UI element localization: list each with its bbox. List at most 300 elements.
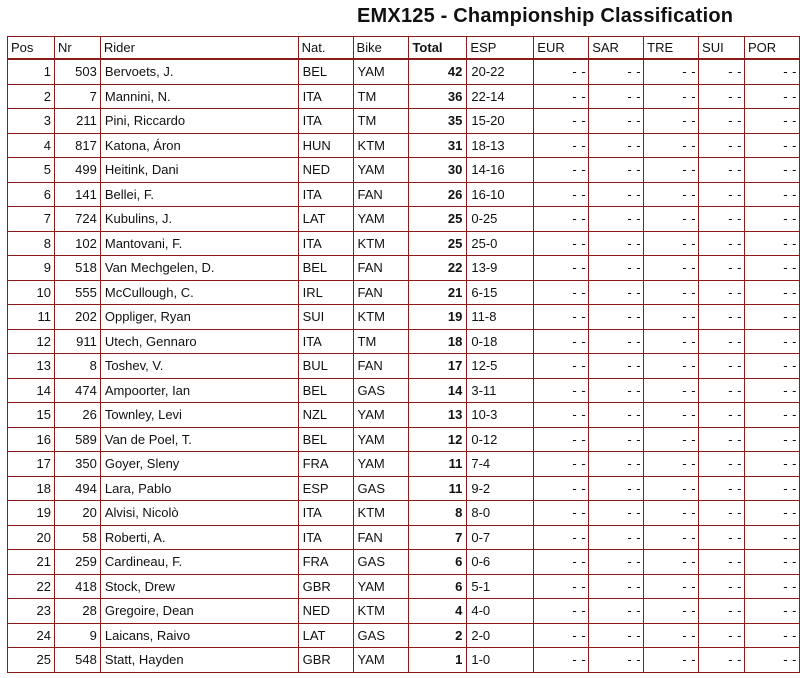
table-row: [8, 476, 800, 501]
cell-rider: Pini, Riccardo: [100, 109, 298, 134]
cell-pos: 22: [8, 574, 55, 599]
cell-round-empty: - -: [534, 427, 589, 452]
cell-round-empty: - -: [744, 207, 799, 232]
cell-round-empty: - -: [644, 59, 699, 84]
cell-round-empty: - -: [534, 501, 589, 526]
cell-nat: ITA: [298, 329, 353, 354]
cell-round-empty: - -: [699, 452, 745, 477]
cell-round-empty: - -: [644, 329, 699, 354]
cell-round-empty: - -: [699, 378, 745, 403]
cell-bike: GAS: [353, 623, 409, 648]
cell-pos: 9: [8, 256, 55, 281]
cell-bike: FAN: [353, 525, 409, 550]
cell-round-empty: - -: [644, 84, 699, 109]
cell-round-empty: - -: [644, 648, 699, 673]
cell-nr: 9: [54, 623, 100, 648]
cell-pos: 23: [8, 599, 55, 624]
cell-total: 11: [409, 476, 467, 501]
cell-round-empty: - -: [644, 525, 699, 550]
cell-round-empty: - -: [744, 599, 799, 624]
table-row: [8, 427, 800, 452]
cell-round-empty: - -: [644, 133, 699, 158]
cell-rider: Ampoorter, Ian: [100, 378, 298, 403]
cell-round-empty: - -: [589, 59, 644, 84]
table-row: [8, 305, 800, 330]
cell-pos: 17: [8, 452, 55, 477]
cell-total: 11: [409, 452, 467, 477]
table-row: [8, 231, 800, 256]
cell-round-empty: - -: [534, 476, 589, 501]
cell-pos: 21: [8, 550, 55, 575]
cell-bike: KTM: [353, 305, 409, 330]
col-header-round: ESP: [467, 37, 534, 60]
cell-round-empty: - -: [744, 550, 799, 575]
col-header-round: TRE: [644, 37, 699, 60]
col-header-round: EUR: [534, 37, 589, 60]
cell-rider: Kubulins, J.: [100, 207, 298, 232]
cell-round-empty: - -: [744, 403, 799, 428]
cell-nr: 26: [54, 403, 100, 428]
cell-round-empty: - -: [699, 280, 745, 305]
cell-nat: NZL: [298, 403, 353, 428]
cell-nat: ITA: [298, 182, 353, 207]
cell-esp: 1-0: [467, 648, 534, 673]
cell-esp: 0-25: [467, 207, 534, 232]
cell-round-empty: - -: [589, 525, 644, 550]
cell-nr: 724: [54, 207, 100, 232]
cell-total: 30: [409, 158, 467, 183]
cell-nat: FRA: [298, 452, 353, 477]
cell-esp: 15-20: [467, 109, 534, 134]
table-row: [8, 109, 800, 134]
cell-rider: Van de Poel, T.: [100, 427, 298, 452]
cell-round-empty: - -: [699, 648, 745, 673]
cell-pos: 12: [8, 329, 55, 354]
cell-bike: GAS: [353, 378, 409, 403]
cell-rider: Cardineau, F.: [100, 550, 298, 575]
cell-esp: 12-5: [467, 354, 534, 379]
cell-bike: TM: [353, 329, 409, 354]
table-row: [8, 623, 800, 648]
cell-round-empty: - -: [699, 182, 745, 207]
table-row: [8, 354, 800, 379]
classification-table: [7, 36, 800, 673]
cell-round-empty: - -: [744, 256, 799, 281]
table-row: [8, 59, 800, 84]
cell-round-empty: - -: [644, 550, 699, 575]
cell-round-empty: - -: [589, 623, 644, 648]
cell-round-empty: - -: [699, 550, 745, 575]
cell-round-empty: - -: [644, 280, 699, 305]
cell-round-empty: - -: [644, 574, 699, 599]
cell-pos: 16: [8, 427, 55, 452]
cell-round-empty: - -: [699, 109, 745, 134]
cell-round-empty: - -: [589, 378, 644, 403]
cell-esp: 0-6: [467, 550, 534, 575]
cell-nat: BUL: [298, 354, 353, 379]
table-row: [8, 329, 800, 354]
cell-round-empty: - -: [589, 354, 644, 379]
cell-nr: 518: [54, 256, 100, 281]
cell-round-empty: - -: [589, 476, 644, 501]
cell-nr: 7: [54, 84, 100, 109]
cell-round-empty: - -: [644, 476, 699, 501]
cell-esp: 5-1: [467, 574, 534, 599]
cell-round-empty: - -: [589, 305, 644, 330]
cell-round-empty: - -: [744, 476, 799, 501]
table-row: [8, 403, 800, 428]
cell-nr: 418: [54, 574, 100, 599]
cell-rider: Mannini, N.: [100, 84, 298, 109]
cell-bike: YAM: [353, 452, 409, 477]
cell-round-empty: - -: [534, 231, 589, 256]
cell-nr: 499: [54, 158, 100, 183]
cell-round-empty: - -: [699, 59, 745, 84]
cell-esp: 25-0: [467, 231, 534, 256]
cell-round-empty: - -: [699, 158, 745, 183]
cell-round-empty: - -: [534, 158, 589, 183]
cell-total: 35: [409, 109, 467, 134]
cell-nat: IRL: [298, 280, 353, 305]
cell-rider: Goyer, Sleny: [100, 452, 298, 477]
table-row: [8, 84, 800, 109]
cell-round-empty: - -: [534, 182, 589, 207]
cell-pos: 24: [8, 623, 55, 648]
cell-round-empty: - -: [744, 280, 799, 305]
cell-bike: YAM: [353, 403, 409, 428]
cell-round-empty: - -: [534, 305, 589, 330]
cell-pos: 19: [8, 501, 55, 526]
cell-round-empty: - -: [744, 452, 799, 477]
cell-round-empty: - -: [534, 329, 589, 354]
cell-round-empty: - -: [699, 623, 745, 648]
cell-rider: Roberti, A.: [100, 525, 298, 550]
cell-nr: 20: [54, 501, 100, 526]
page-title: EMX125 - Championship Classification: [357, 5, 734, 27]
cell-round-empty: - -: [744, 109, 799, 134]
cell-round-empty: - -: [534, 452, 589, 477]
cell-bike: GAS: [353, 550, 409, 575]
cell-total: 14: [409, 378, 467, 403]
cell-round-empty: - -: [589, 550, 644, 575]
table-row: [8, 550, 800, 575]
cell-esp: 14-16: [467, 158, 534, 183]
cell-total: 13: [409, 403, 467, 428]
cell-round-empty: - -: [534, 403, 589, 428]
table-row: [8, 501, 800, 526]
cell-pos: 10: [8, 280, 55, 305]
cell-nr: 494: [54, 476, 100, 501]
cell-nat: ITA: [298, 84, 353, 109]
cell-esp: 18-13: [467, 133, 534, 158]
cell-nat: GBR: [298, 574, 353, 599]
cell-rider: Bellei, F.: [100, 182, 298, 207]
cell-round-empty: - -: [644, 109, 699, 134]
cell-nr: 102: [54, 231, 100, 256]
cell-pos: 14: [8, 378, 55, 403]
cell-round-empty: - -: [699, 599, 745, 624]
table-row: [8, 207, 800, 232]
cell-nat: NED: [298, 158, 353, 183]
cell-nat: SUI: [298, 305, 353, 330]
cell-total: 25: [409, 231, 467, 256]
cell-nat: ITA: [298, 501, 353, 526]
col-header-total: Total: [409, 37, 467, 60]
cell-bike: YAM: [353, 427, 409, 452]
cell-rider: Katona, Áron: [100, 133, 298, 158]
cell-total: 42: [409, 59, 467, 84]
cell-nat: LAT: [298, 623, 353, 648]
cell-pos: 2: [8, 84, 55, 109]
cell-round-empty: - -: [644, 427, 699, 452]
cell-bike: GAS: [353, 476, 409, 501]
cell-bike: YAM: [353, 158, 409, 183]
cell-esp: 6-15: [467, 280, 534, 305]
cell-round-empty: - -: [699, 501, 745, 526]
cell-rider: Statt, Hayden: [100, 648, 298, 673]
cell-pos: 13: [8, 354, 55, 379]
cell-esp: 22-14: [467, 84, 534, 109]
cell-nat: ESP: [298, 476, 353, 501]
cell-nat: LAT: [298, 207, 353, 232]
cell-rider: Laicans, Raivo: [100, 623, 298, 648]
cell-round-empty: - -: [589, 182, 644, 207]
cell-rider: Mantovani, F.: [100, 231, 298, 256]
cell-nr: 350: [54, 452, 100, 477]
cell-total: 21: [409, 280, 467, 305]
cell-total: 1: [409, 648, 467, 673]
cell-round-empty: - -: [644, 231, 699, 256]
cell-nr: 474: [54, 378, 100, 403]
cell-nat: GBR: [298, 648, 353, 673]
cell-round-empty: - -: [644, 599, 699, 624]
cell-rider: Townley, Levi: [100, 403, 298, 428]
col-header-round: SAR: [589, 37, 644, 60]
cell-round-empty: - -: [744, 623, 799, 648]
cell-esp: 9-2: [467, 476, 534, 501]
cell-round-empty: - -: [589, 329, 644, 354]
cell-round-empty: - -: [589, 599, 644, 624]
cell-round-empty: - -: [699, 133, 745, 158]
cell-round-empty: - -: [699, 84, 745, 109]
cell-pos: 25: [8, 648, 55, 673]
cell-pos: 6: [8, 182, 55, 207]
cell-total: 19: [409, 305, 467, 330]
cell-round-empty: - -: [589, 403, 644, 428]
cell-esp: 20-22: [467, 59, 534, 84]
cell-round-empty: - -: [534, 623, 589, 648]
cell-round-empty: - -: [644, 378, 699, 403]
cell-round-empty: - -: [589, 501, 644, 526]
cell-nat: ITA: [298, 231, 353, 256]
cell-round-empty: - -: [744, 329, 799, 354]
cell-bike: FAN: [353, 182, 409, 207]
cell-nat: ITA: [298, 525, 353, 550]
cell-nr: 548: [54, 648, 100, 673]
cell-round-empty: - -: [589, 280, 644, 305]
cell-nat: BEL: [298, 59, 353, 84]
cell-round-empty: - -: [589, 109, 644, 134]
cell-pos: 11: [8, 305, 55, 330]
cell-round-empty: - -: [534, 599, 589, 624]
cell-round-empty: - -: [534, 354, 589, 379]
cell-bike: FAN: [353, 354, 409, 379]
cell-esp: 8-0: [467, 501, 534, 526]
cell-rider: Utech, Gennaro: [100, 329, 298, 354]
table-row: [8, 574, 800, 599]
col-header-round: SUI: [699, 37, 745, 60]
cell-bike: YAM: [353, 648, 409, 673]
cell-round-empty: - -: [744, 525, 799, 550]
table-row: [8, 452, 800, 477]
col-header-pos: Pos: [8, 37, 55, 60]
cell-esp: 16-10: [467, 182, 534, 207]
cell-total: 36: [409, 84, 467, 109]
cell-bike: FAN: [353, 256, 409, 281]
cell-nat: FRA: [298, 550, 353, 575]
cell-round-empty: - -: [744, 648, 799, 673]
table-row: [8, 133, 800, 158]
cell-round-empty: - -: [699, 305, 745, 330]
cell-round-empty: - -: [699, 427, 745, 452]
cell-round-empty: - -: [744, 59, 799, 84]
cell-nr: 8: [54, 354, 100, 379]
cell-nr: 503: [54, 59, 100, 84]
cell-total: 25: [409, 207, 467, 232]
cell-round-empty: - -: [589, 231, 644, 256]
col-header-rider: Rider: [100, 37, 298, 60]
cell-total: 22: [409, 256, 467, 281]
cell-round-empty: - -: [534, 207, 589, 232]
cell-esp: 10-3: [467, 403, 534, 428]
cell-round-empty: - -: [699, 476, 745, 501]
cell-nr: 817: [54, 133, 100, 158]
cell-rider: McCullough, C.: [100, 280, 298, 305]
cell-round-empty: - -: [644, 158, 699, 183]
cell-round-empty: - -: [534, 109, 589, 134]
cell-rider: Van Mechgelen, D.: [100, 256, 298, 281]
cell-bike: TM: [353, 109, 409, 134]
cell-nat: NED: [298, 599, 353, 624]
cell-nr: 555: [54, 280, 100, 305]
cell-round-empty: - -: [699, 256, 745, 281]
cell-round-empty: - -: [534, 256, 589, 281]
cell-bike: TM: [353, 84, 409, 109]
cell-pos: 18: [8, 476, 55, 501]
cell-rider: Alvisi, Nicolò: [100, 501, 298, 526]
cell-nr: 202: [54, 305, 100, 330]
cell-rider: Lara, Pablo: [100, 476, 298, 501]
cell-total: 6: [409, 550, 467, 575]
cell-total: 4: [409, 599, 467, 624]
cell-round-empty: - -: [644, 452, 699, 477]
col-header-nr: Nr: [54, 37, 100, 60]
cell-round-empty: - -: [534, 378, 589, 403]
table-row: [8, 378, 800, 403]
cell-rider: Heitink, Dani: [100, 158, 298, 183]
cell-round-empty: - -: [744, 305, 799, 330]
table-row: [8, 256, 800, 281]
table-row: [8, 182, 800, 207]
cell-round-empty: - -: [534, 525, 589, 550]
cell-nr: 28: [54, 599, 100, 624]
cell-esp: 0-12: [467, 427, 534, 452]
cell-nr: 58: [54, 525, 100, 550]
cell-total: 7: [409, 525, 467, 550]
cell-nr: 141: [54, 182, 100, 207]
cell-round-empty: - -: [589, 427, 644, 452]
cell-round-empty: - -: [534, 550, 589, 575]
cell-esp: 4-0: [467, 599, 534, 624]
cell-nr: 259: [54, 550, 100, 575]
cell-round-empty: - -: [744, 501, 799, 526]
cell-round-empty: - -: [534, 574, 589, 599]
table-row: [8, 525, 800, 550]
cell-total: 26: [409, 182, 467, 207]
col-header-nat: Nat.: [298, 37, 353, 60]
cell-nr: 589: [54, 427, 100, 452]
cell-round-empty: - -: [589, 648, 644, 673]
cell-pos: 3: [8, 109, 55, 134]
cell-pos: 5: [8, 158, 55, 183]
cell-round-empty: - -: [589, 84, 644, 109]
cell-bike: YAM: [353, 574, 409, 599]
cell-total: 18: [409, 329, 467, 354]
cell-rider: Toshev, V.: [100, 354, 298, 379]
table-row: [8, 158, 800, 183]
cell-pos: 7: [8, 207, 55, 232]
cell-round-empty: - -: [589, 256, 644, 281]
cell-bike: KTM: [353, 231, 409, 256]
cell-round-empty: - -: [644, 256, 699, 281]
cell-round-empty: - -: [644, 182, 699, 207]
cell-bike: KTM: [353, 501, 409, 526]
cell-round-empty: - -: [644, 501, 699, 526]
cell-round-empty: - -: [744, 231, 799, 256]
cell-total: 6: [409, 574, 467, 599]
cell-round-empty: - -: [699, 329, 745, 354]
cell-round-empty: - -: [534, 59, 589, 84]
cell-round-empty: - -: [699, 403, 745, 428]
cell-round-empty: - -: [744, 354, 799, 379]
cell-round-empty: - -: [644, 354, 699, 379]
cell-nat: HUN: [298, 133, 353, 158]
cell-round-empty: - -: [644, 207, 699, 232]
cell-round-empty: - -: [534, 648, 589, 673]
cell-pos: 8: [8, 231, 55, 256]
cell-round-empty: - -: [589, 574, 644, 599]
cell-round-empty: - -: [644, 623, 699, 648]
cell-round-empty: - -: [699, 231, 745, 256]
col-header-bike: Bike: [353, 37, 409, 60]
cell-nat: ITA: [298, 109, 353, 134]
cell-nat: BEL: [298, 256, 353, 281]
cell-rider: Oppliger, Ryan: [100, 305, 298, 330]
cell-round-empty: - -: [699, 574, 745, 599]
cell-esp: 3-11: [467, 378, 534, 403]
cell-pos: 20: [8, 525, 55, 550]
cell-total: 31: [409, 133, 467, 158]
cell-round-empty: - -: [699, 525, 745, 550]
table-row: [8, 280, 800, 305]
cell-round-empty: - -: [699, 354, 745, 379]
cell-bike: FAN: [353, 280, 409, 305]
cell-pos: 4: [8, 133, 55, 158]
header-row: [8, 37, 800, 60]
table-row: [8, 599, 800, 624]
cell-round-empty: - -: [534, 133, 589, 158]
cell-total: 8: [409, 501, 467, 526]
